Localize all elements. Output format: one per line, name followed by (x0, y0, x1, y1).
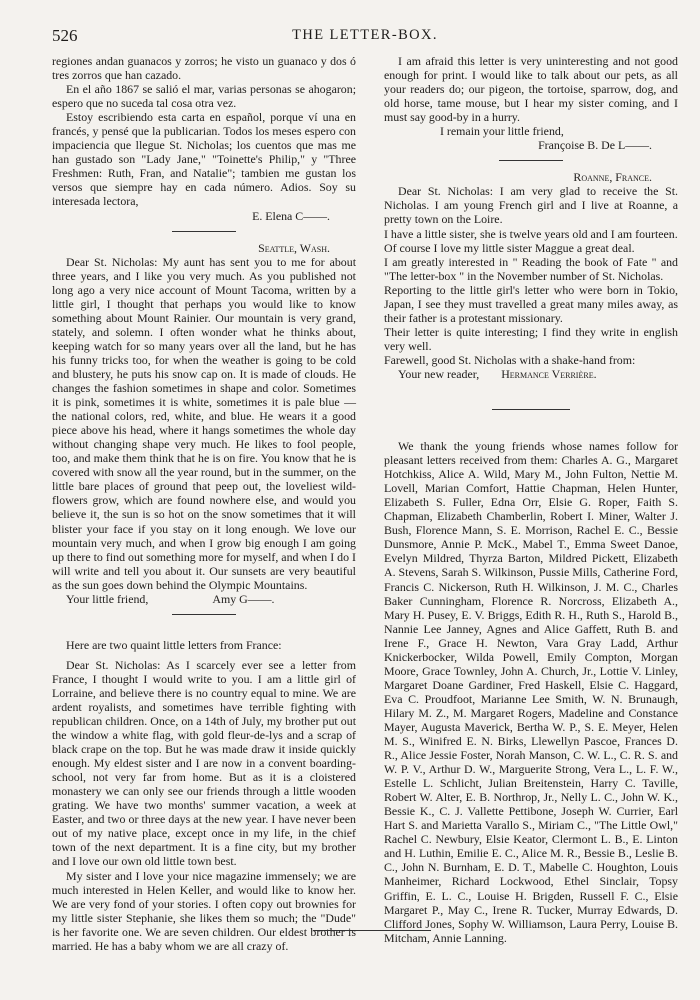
section-intro: Here are two quaint little letters from France: (66, 637, 282, 652)
section-divider (172, 614, 236, 615)
letter-fragment: regiones andan guanacos y zorros; he visto un guanaco y dos ó tres zorros que han cazado. (52, 54, 356, 83)
letter-paragraph: Dear St. Nicholas: I am very glad to receive the St. Nicholas. I am young French girl and I live at Roanne, a pretty town on the Loire. (384, 184, 678, 227)
right-column (384, 54, 678, 945)
signature: E. Elena C——. (252, 208, 330, 223)
letter-paragraph: Reporting to the little girl's letter who were born in Tokio, Japan, I see they must travelled a great many miles away, as their father is a protestant missionary. (384, 282, 678, 325)
letter-paragraph: Dear St. Nicholas: My aunt has sent you to me for about three years, and I like you very much. As you published not long ago a very nice account of Mount Tacoma, written by a little girl, I thought that perhaps you would like to know something about Mount Rainier. Our mountain is very grand, stately, and solemn. I often wonder what he thinks about, keeping watch for so many years over all the land, but he has his funny tricks too, for when the weather is going to be cold and blustery, he puts his snow cap on. It is made of clouds. He changes the fashion sometimes in shape and color. Sometimes it is pink, sometimes it is white, sometimes it is pale blue — the national colors, red, white, and blue. He wears it a good piece above his head, where it hangs sometimes the whole day without changing shape very much. He likes to fool people, too, and make them think that he is on fire. You know that he is covered with snow all the year round, but in the summer, on the little bare places of ground that peep out, the loveliest wild-flowers grow, which are found nowhere else, and would you believe it, the sun is so hot on the snow sometimes that it will blister your face if you stay on it long enough. We love our mountain very much, and when I grow big enough I am going up there to find out something more for myself, and when I do I will write and tell you about it. Our sunsets are very beautiful as the sun goes down behind the Olympic Mountains. (52, 254, 356, 592)
signature-name: Amy G——. (212, 591, 275, 606)
section-divider (499, 160, 563, 161)
letter-paragraph: En el año 1867 se salió el mar, varias personas se ahogaron; espero que no suceda tal cosa otra vez. (52, 82, 356, 111)
letter-paragraph: I am afraid this letter is very uninteresting and not good enough for print. I would like to talk about our pets, as all your readers do; our pigeon, the tortoise, sparrow, dog, and old horse, tame mouse, but I hear my sister coming, and I must say good-by in a hurry. (384, 54, 678, 125)
letter-paragraph: I have a little sister, she is twelve years old and I am fourteen. (384, 226, 678, 241)
letter-paragraph: Farewell, good St. Nicholas with a shake-hand from: (384, 352, 636, 367)
running-title: THE LETTER-BOX. (292, 27, 438, 43)
signature (384, 367, 678, 381)
letter-paragraph: My sister and I love your nice magazine immensely; we are much interested in Helen Keller, and would like to know her. We are very fond of your stories. I often copy out brownies for my little sister Stephanie, she likes them so much; the "Dude" is her favorite one. We are seven children. Our eldest brother is married. He has a baby whom we are all crazy of. (52, 868, 356, 953)
letter-paragraph: Of course I love my little sister Maggue a great deal. (384, 240, 635, 255)
left-column (52, 54, 356, 953)
letter-paragraph: I am greatly interested in " Reading the book of Fate " and "The letter-box " in the November number of St. Nicholas. (384, 254, 678, 283)
letter-paragraph: Dear St. Nicholas: As I scarcely ever see a letter from France, I thought I would write to you. I am a little girl of Lorraine, and believe there is no country equal to mine. We are ardent royalists, and sometimes have terrible fighting with republican children. Once, on a 14th of July, my brother put out the window a white flag, with gold fleur-de-lys and a scrap of black crape on the top. But he was made draw it inside quickly enough. My eldest sister and I are now in a convent boarding-school, not very far from home. But as it is a cloistered monastery we can only see our friends through a little wooden grating. We have two months' summer vacation, a week at Easter, and two or three days at the new year. I have never been out of my native place, except once in my life, in the chief town of the next department. It is a fine city, but my brother and I love our own old little town best. (52, 657, 356, 869)
footer-rule (313, 930, 431, 931)
section-divider (172, 231, 236, 232)
signature-closing: I remain your little friend, (440, 124, 564, 139)
signature-name: Hermance Verrière. (501, 366, 597, 381)
signature (52, 592, 356, 606)
letter-place: Seattle, Wash. (258, 240, 330, 255)
page-header (52, 26, 678, 50)
letter-paragraph: Their letter is quite interesting; I find they write in english very well. (384, 324, 678, 353)
letter-place: Roanne, France. (573, 170, 652, 185)
section-divider (492, 409, 570, 410)
letter-paragraph: Estoy escribiendo esta carta en español, porque ví una en francés, y pensé que la publicarian. Todos los meses espero con impaciencia que llegue St. Nicholas; los cuentos que mas me han gustado son "Lady Jane," "Toinette's Philip," y "Three Freshmen: Ruth, Fran, and Natalie"; tambien me gustan los versos que siempre hay en cada número. Adios. Soy su interesada lectora, (52, 110, 356, 209)
thanks-list: We thank the young friends whose names follow for pleasant letters received from them: Charles A. G., Margaret Hotchkiss, Alice A. Wild, Mary M., John Fulton, Nettie M. Lovell, Marian Comfort, Hattie Chapman, Helen Hunter, Elizabeth S. Fuller, Edna Orr, Elsie G. Roper, Faith S. Chapman, Elizabeth Chamberlin, Robert I. Miner, Walter J. Bush, Florence Mann, S. E. Morrison, Rachel E. C., Bessie Dunsmore, Annie P. McK., Mabel T., Emma Sweet Danoe, Evelyn Mildred, Thyrza Barton, Mildred Pickett, Elizabeth A. Stevens, Sarah S. Wilkinson, Pussie Mills, Catherine Ford, Francis C. Nickerson, Ruth H. Wilkinson, J. M. C., Charles Baker Cunningham, Florence R. Norcross, Elizabeth A., Mary H. Pusey, E. V. Briggs, Edith R. H., Ruth S., Harold B., Nannie Lee Janney, Agnes and Alice Gaffett, Ruth B. and Irene F., Grace H. Newton, Vara Gray Ladd, Arthur Knickerbocker, Wilda Powell, Emily Compton, Morgan Moore, Grace Townley, John A. Church, Jr., Lottie V. Linley, Margaret Doane Gardiner, Fred Haskell, Elsie C. Haggard, Eva C. Proudfoot, Marianne Lee Smith, W. N. Brunaugh, Hilary M. Z., M. Margaret Rogers, Madeline and Constance Mayer, Augusta Maverick, Bertha W. P., S. E. Meyer, Helen M. S., Winifred E. N. Birks, Llewellyn Pascoe, Frances D. R., Alice Jessie Foster, Norah Manson, C. W. L., C. R. S. and W. P. V., Arthur D. W., Marguerite Strong, Vera L., L. F. W., Estelle L. Schlicht, Julian Breitenstein, Harry C. Taville, Robert W. Alter, E. B. Northrop, Jr., Nelly L. C., John W. K., Bessie K., C. J. Vallette Pettibone, Joseph W. Currier, Earl Hart S. and Marietta Varallo S., Miriam C., "The Little Owl," Rachel C. Newbury, Elsie Keator, Clermont L. B., E. Linton and H. Luthin, Emilie E. C., Alice M. R., Bessie B., Leslie B. C., John N. Burnham, E. D. T., Mabelle C. Houghton, Louis Manheimer, Richard Lockwood, Ethel Sinclair, Topsy Griffin, E. L. C., Louise H. Brigden, Russell F. C., Elsie Margaret P., May C., Irene R. Tucker, Murray Edwards, D. Clifford Jones, Sophy W. Williamson, Laura Perry, Louise B. Mitcham, Annie Lanning. (384, 439, 678, 945)
signature: Françoise B. De L——. (538, 138, 652, 153)
page-number: 526 (52, 26, 78, 45)
signature-closing: Your little friend, (66, 591, 149, 606)
signature-closing: Your new reader, (398, 366, 480, 381)
